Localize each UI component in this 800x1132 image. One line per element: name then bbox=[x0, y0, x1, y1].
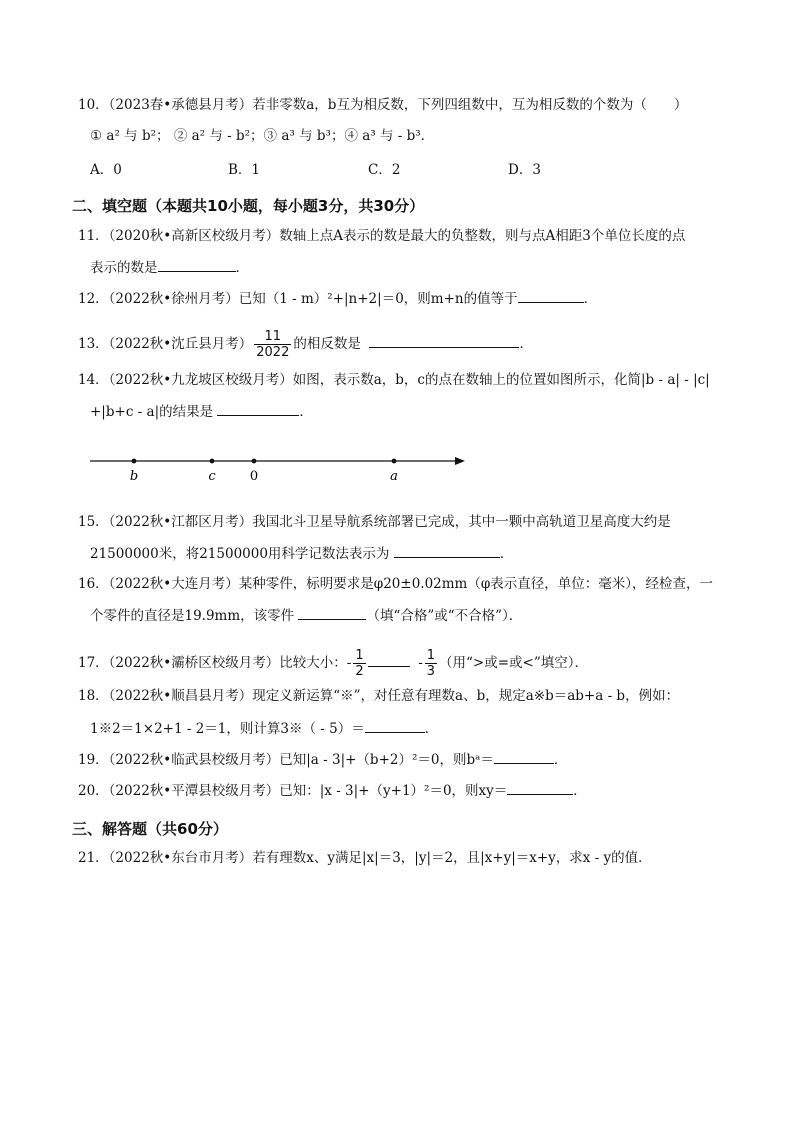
answer-blank[interactable] bbox=[494, 750, 554, 764]
q17-minus: - bbox=[418, 655, 423, 671]
pairs-rest: ② a² 与 - b²；③ a³ 与 b³；④ a³ 与 - b³． bbox=[173, 128, 435, 144]
question-14-stem: 14．（2022秋•九龙坡区校级月考）如图，表示数a，b，c的点在数轴上的位置如图所示，化简|b - a| - |c| bbox=[78, 372, 710, 388]
q17-prefix: 17．（2022秋•灞桥区校级月考）比较大小：- bbox=[78, 655, 352, 671]
section-3-heading: 三、解答题（共60分） bbox=[72, 820, 228, 838]
section-2-heading: 二、填空题（本题共10小题，每小题3分，共30分） bbox=[72, 197, 425, 215]
point-c bbox=[210, 459, 215, 464]
q18-text: 1※2＝1×2+1 - 2＝1，则计算3※（ - 5）＝ bbox=[90, 721, 365, 737]
q19-text: 19．（2022秋•临武县校级月考）已知|a - 3|+（b+2）²＝0，则bᵃ＝ bbox=[78, 752, 494, 768]
option-c: C．2 bbox=[368, 162, 401, 178]
label-b: b bbox=[129, 469, 139, 484]
fraction-11-2022 bbox=[254, 329, 291, 360]
q20-end: ． bbox=[573, 783, 587, 799]
q13-prefix: 13．（2022秋•沈丘县月考） bbox=[78, 336, 253, 352]
denominator: 2022 bbox=[256, 345, 290, 360]
question-20 bbox=[78, 781, 587, 800]
answer-blank[interactable] bbox=[507, 781, 573, 795]
q14-end: ． bbox=[299, 404, 313, 420]
question-16-stem: 16．（2022秋•大连月考）某种零件，标明要求是φ20±0.02mm（φ表示直径，单位：毫米），经检查，一 bbox=[78, 576, 714, 592]
q19-end: ． bbox=[553, 752, 568, 768]
label-c: c bbox=[208, 469, 216, 484]
q15-end: ． bbox=[499, 546, 514, 562]
question-10-pairs bbox=[90, 127, 434, 145]
label-0: 0 bbox=[249, 469, 259, 484]
q12-end: ． bbox=[583, 291, 598, 307]
answer-blank[interactable] bbox=[518, 289, 584, 303]
q16-text: 个零件的直径是19.9mm，该零件 bbox=[90, 608, 295, 624]
q14-text: +|b+c - a|的结果是 bbox=[90, 404, 214, 420]
question-18-stem: 18．（2022秋•顺昌县月考）现定义新运算“※”，对任意有理数a、b，规定a※b＝ab+a - b，例如： bbox=[78, 688, 680, 704]
fraction-1-2 bbox=[353, 648, 365, 679]
q18-end: ． bbox=[424, 721, 439, 737]
answer-blank[interactable] bbox=[298, 606, 366, 620]
question-16-cont bbox=[90, 606, 522, 625]
arrow-head bbox=[455, 457, 465, 465]
question-21: 21．（2022秋•东台市月考）若有理数x、y满足|x|＝3，|y|＝2，且|x+y|＝x+y，求x - y的值． bbox=[78, 850, 652, 866]
q20-text: 20．（2022秋•平潭县校级月考）已知：|x - 3|+（y+1）²＝0，则xy＝ bbox=[78, 783, 508, 799]
question-13 bbox=[78, 329, 533, 360]
option-b: B．1 bbox=[228, 162, 261, 178]
label-a: a bbox=[390, 469, 398, 484]
question-15-cont bbox=[90, 544, 513, 563]
question-12 bbox=[78, 289, 597, 308]
numerator: 1 bbox=[426, 648, 436, 663]
question-11-cont bbox=[90, 258, 249, 277]
q11-end: ． bbox=[235, 260, 249, 276]
q15-text: 21500000米，将21500000用科学记数法表示为 bbox=[90, 546, 390, 562]
answer-blank[interactable] bbox=[158, 258, 236, 272]
question-14-cont bbox=[90, 402, 313, 421]
numerator: 1 bbox=[355, 648, 364, 663]
question-11-stem: 11．（2020秋•高新区校级月考）数轴上点A表示的数是最大的负整数，则与点A相距3个单位长度的点 bbox=[78, 228, 686, 244]
question-19 bbox=[78, 750, 567, 769]
answer-blank[interactable] bbox=[394, 544, 500, 558]
pair-1-marker: ① bbox=[90, 128, 103, 144]
point-a bbox=[392, 459, 397, 464]
answer-blank[interactable] bbox=[365, 719, 425, 733]
denominator: 3 bbox=[426, 664, 436, 679]
q17-end: （用“>或=或<”填空）． bbox=[439, 655, 589, 671]
answer-blank[interactable] bbox=[369, 334, 519, 348]
compare-blank[interactable] bbox=[368, 653, 410, 667]
number-line-figure bbox=[80, 448, 480, 488]
fraction-1-3 bbox=[425, 648, 437, 679]
question-10-stem: 10．（2023春•承德县月考）若非零数a，b互为相反数，下列四组数中，互为相反数的个数为（ ） bbox=[78, 97, 688, 113]
option-a: A．0 bbox=[90, 162, 122, 178]
question-18-cont bbox=[90, 719, 438, 738]
q13-end: ． bbox=[519, 336, 533, 352]
q13-suffix: 的相反数是 bbox=[293, 336, 361, 352]
denominator: 2 bbox=[355, 664, 364, 679]
q11-text: 表示的数是 bbox=[90, 260, 158, 276]
point-0 bbox=[252, 459, 257, 464]
option-d: D．3 bbox=[508, 162, 541, 178]
question-15-stem: 15．（2022秋•江都区月考）我国北斗卫星导航系统部署已完成，其中一颗中高轨道卫星高度大约是 bbox=[78, 514, 671, 530]
answer-blank[interactable] bbox=[217, 402, 299, 416]
q16-end: （填“合格”或“不合格”）． bbox=[366, 608, 523, 624]
pair-1: a² 与 b²； bbox=[106, 128, 170, 144]
q12-text: 12．（2022秋•徐州月考）已知（1 - m）²+|n+2|＝0，则m+n的值等于 bbox=[78, 291, 518, 307]
point-b bbox=[132, 459, 137, 464]
question-17 bbox=[78, 648, 588, 679]
numerator: 11 bbox=[264, 329, 282, 344]
